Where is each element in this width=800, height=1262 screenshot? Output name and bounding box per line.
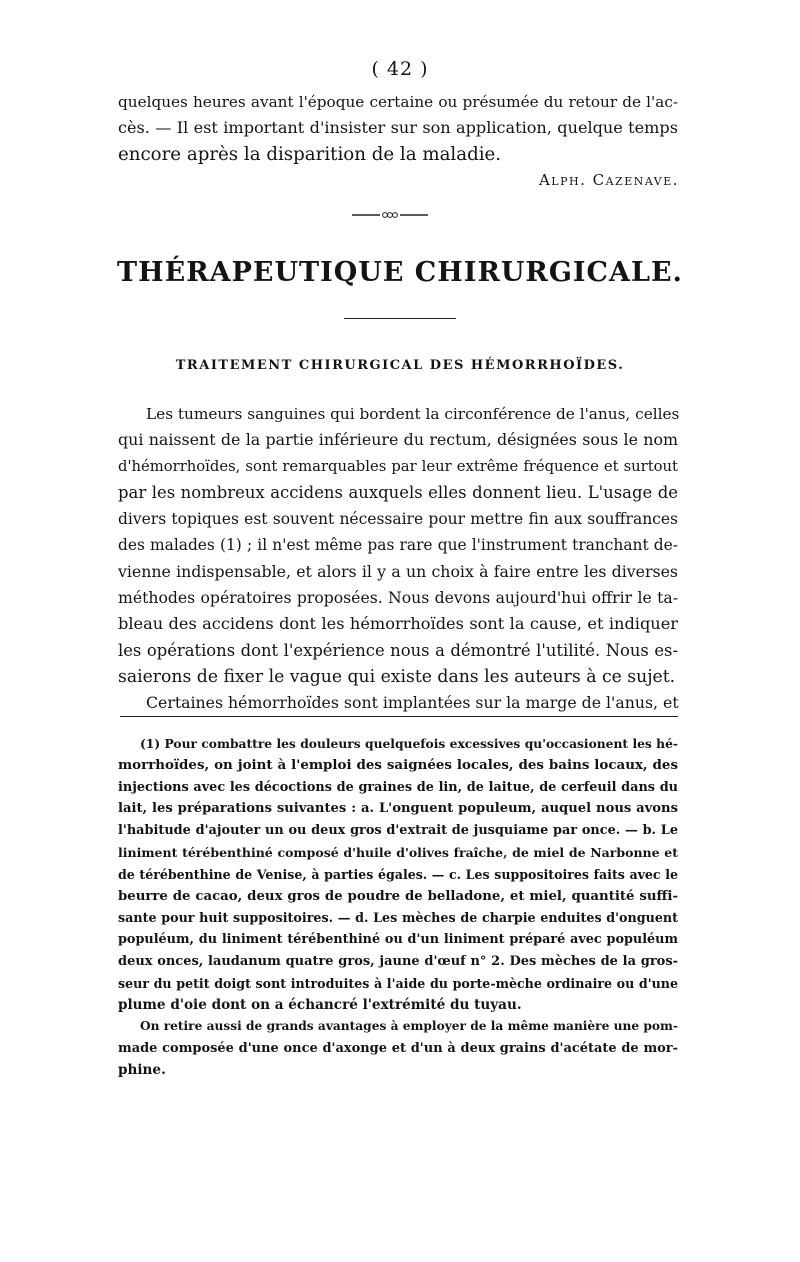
footnote-line: plume d'oie dont on a échancré l'extrémité du tuyau. bbox=[118, 996, 522, 1013]
text-line: saierons de fixer le vague qui existe dans les auteurs à ce sujet. bbox=[118, 666, 676, 687]
footnote-rule bbox=[120, 716, 678, 717]
text-line: méthodes opératoires proposées. Nous devons aujourd'hui offrir le ta- bbox=[118, 588, 678, 608]
text-line: qui naissent de la partie inférieure du rectum, désignées sous le nom bbox=[118, 430, 678, 450]
footnote-line: l'habitude d'ajouter un ou deux gros d'extrait de jusquiame par once. — b. Le bbox=[118, 823, 678, 839]
text-line: d'hémorrhoïdes, sont remarquables par leur extrême fréquence et surtout bbox=[118, 457, 678, 475]
text-line: Certaines hémorrhoïdes sont implantées sur la marge de l'anus, et bbox=[146, 693, 679, 713]
text-line: divers topiques est souvent nécessaire pour mettre fin aux souffrances bbox=[118, 510, 678, 529]
text-line: des malades (1) ; il n'est même pas rare que l'instrument tranchant de- bbox=[118, 536, 678, 555]
footnote-line: deux onces, laudanum quatre gros, jaune d'œuf n° 2. Des mèches de la gros- bbox=[118, 953, 678, 969]
footnote-line: seur du petit doigt sont introduites à l'aide du porte-mèche ordinaire ou d'une bbox=[118, 975, 678, 991]
main-paragraph bbox=[118, 401, 678, 717]
footnote-line: liniment térébenthiné composé d'huile d'olives fraîche, de miel de Narbonne et bbox=[118, 844, 678, 860]
page-number: ( 42 ) bbox=[371, 58, 429, 80]
text-line: Les tumeurs sanguines qui bordent la circonférence de l'anus, celles bbox=[146, 405, 680, 423]
footnote-line: de térébenthine de Venise, à parties égales. — c. Les suppositoires faits avec le bbox=[118, 866, 678, 882]
text-line: bleau des accidens dont les hémorrhoïdes sont la cause, et indiquer bbox=[118, 614, 678, 634]
footnote-line: sante pour huit suppositoires. — d. Les mèches de charpie enduites d'onguent bbox=[118, 910, 678, 926]
text-line: cès. — Il est important d'insister sur son application, quelque temps bbox=[118, 118, 678, 138]
footnote-line: populéum, du liniment térébenthiné ou d'un liniment préparé avec populéum bbox=[118, 932, 678, 948]
article-subtitle: TRAITEMENT CHIRURGICAL DES HÉMORRHOÏDES. bbox=[175, 358, 625, 373]
footnote-line: (1) Pour combattre les douleurs quelquefois excessives qu'occasionent les hé- bbox=[140, 736, 678, 751]
intro-paragraph bbox=[118, 89, 678, 168]
footnote-line: made composée d'une once d'axonge et d'un à deux grains d'acétate de mor- bbox=[118, 1041, 678, 1057]
footnote-line: phine. bbox=[118, 1061, 166, 1078]
footnote bbox=[118, 733, 678, 1082]
footnote-line: injections avec les décoctions de graines de lin, de laitue, de cerfeuil dans du bbox=[118, 779, 678, 795]
footnote-line: On retire aussi de grands avantages à employer de la même manière une pom- bbox=[140, 1019, 678, 1034]
footnote-line: beurre de cacao, deux gros de poudre de belladone, et miel, quantité suffi- bbox=[118, 888, 678, 904]
title-rule bbox=[344, 318, 456, 319]
ornament-divider-icon bbox=[350, 211, 430, 219]
author-signature: Alph. Cazenave. bbox=[538, 171, 679, 189]
text-line: par les nombreux accidens auxquels elles donnent lieu. L'usage de bbox=[118, 482, 678, 502]
text-line: vienne indispensable, et alors il y a un choix à faire entre les diverses bbox=[118, 561, 678, 581]
text-line: quelques heures avant l'époque certaine ou présumée du retour de l'ac- bbox=[118, 93, 678, 111]
text-line: les opérations dont l'expérience nous a démontré l'utilité. Nous es- bbox=[118, 640, 678, 660]
footnote-line: lait, les préparations suivantes : a. L'onguent populeum, auquel nous avons bbox=[118, 801, 678, 817]
footnote-line: morrhoïdes, on joint à l'emploi des saignées locales, des bains locaux, des bbox=[118, 756, 678, 773]
text-line: encore après la disparition de la maladie. bbox=[118, 143, 502, 165]
section-title: THÉRAPEUTIQUE CHIRURGICALE. bbox=[117, 257, 683, 288]
